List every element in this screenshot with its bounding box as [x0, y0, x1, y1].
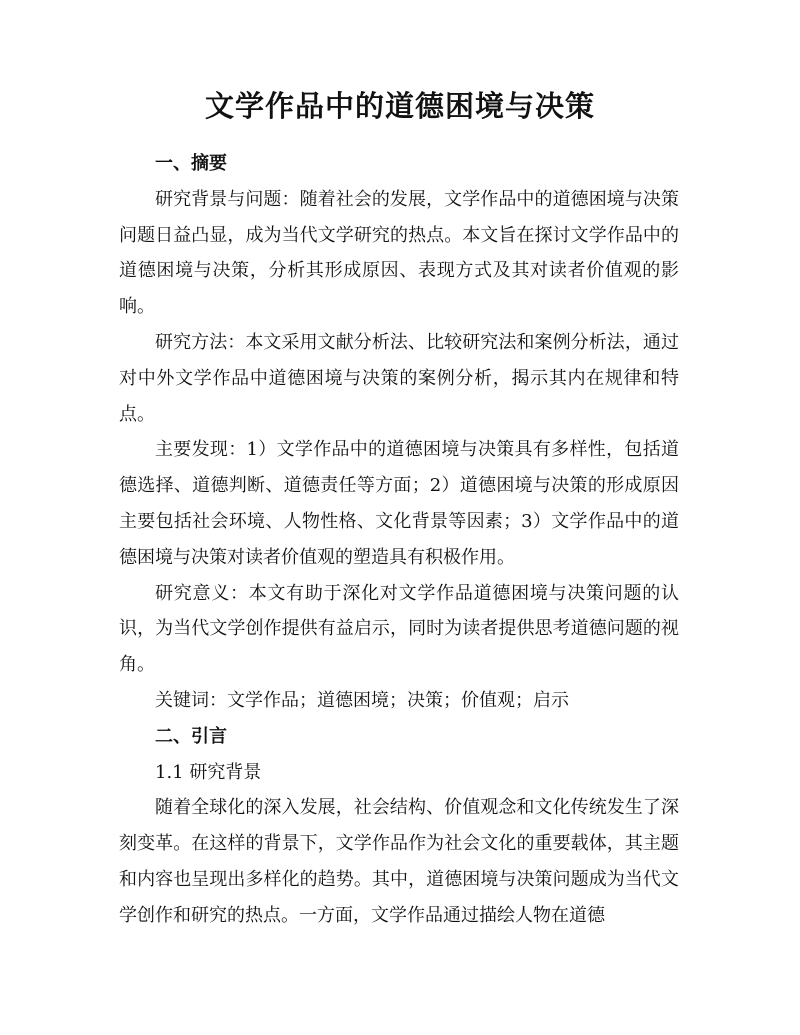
paragraph-keywords: 关键词：文学作品；道德困境；决策；价值观；启示: [155, 689, 569, 711]
paragraph-method: 研究方法：本文采用文献分析法、比较研究法和案例分析法，通过对中外文学作品中道德困境与决策的案例分析，揭示其内在规律和特点。: [119, 331, 679, 425]
document-title: 文学作品中的道德困境与决策: [204, 89, 595, 123]
section-heading-introduction: 二、引言: [155, 725, 227, 747]
section-heading-abstract: 一、摘要: [155, 153, 227, 174]
paragraph-background: 研究背景与问题：随着社会的发展，文学作品中的道德困境与决策问题日益凸显，成为当代文学研究的热点。本文旨在探讨文学作品中的道德困境与决策，分析其形成原因、表现方式及其对读者价值观的影响。: [119, 188, 679, 318]
paragraph-findings: 主要发现：1）文学作品中的道德困境与决策具有多样性，包括道德选择、道德判断、道德责任等方面；2）道德困境与决策的形成原因主要包括社会环境、人物性格、文化背景等因素；3）文学作品中的道德困境与决策对读者价值观的塑造具有积极作用。: [119, 439, 679, 568]
subsection-heading-background: 1.1 研究背景: [155, 761, 262, 783]
document-body: [119, 146, 679, 934]
paragraph-intro: 随着全球化的深入发展，社会结构、价值观念和文化传统发生了深刻变革。在这样的背景下，文学作品作为社会文化的重要载体，其主题和内容也呈现出多样化的趋势。其中，道德困境与决策问题成为当代文学创作和研究的热点。一方面，文学作品通过描绘人物在道德: [119, 797, 679, 926]
paragraph-significance: 研究意义：本文有助于深化对文学作品道德困境与决策问题的认识，为当代文学创作提供有益启示，同时为读者提供思考道德问题的视角。: [119, 582, 679, 676]
